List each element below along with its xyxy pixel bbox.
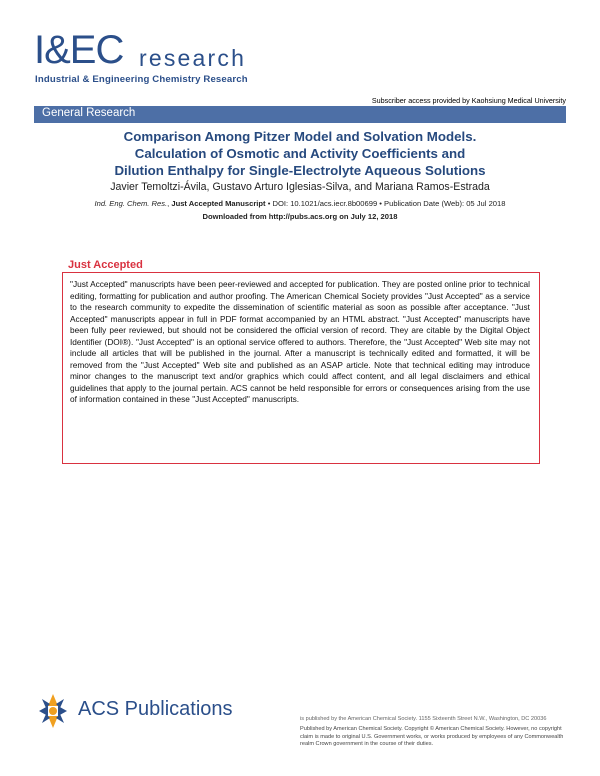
- journal-logo-mark: I&EC: [34, 28, 124, 72]
- copyright-notice: Published by American Chemical Society. Copyright © American Chemical Society. However, no copyright claim is made to original U.S. Government works, or works produced by employees of any Commonwealth realm Crown government in the course of their duties.: [300, 726, 564, 748]
- just-accepted-box: [62, 272, 540, 464]
- citation-status: Just Accepted Manuscript: [171, 199, 266, 208]
- journal-logo-word: research: [139, 45, 247, 71]
- journal-full-name: Industrial & Engineering Chemistry Research: [35, 74, 248, 85]
- journal-logo: [34, 30, 374, 92]
- title-line: Dilution Enthalpy for Single-Electrolyte Aqueous Solutions: [114, 163, 486, 178]
- subscriber-access-note: Subscriber access provided by Kaohsiung Medical University: [371, 96, 566, 105]
- citation-separator: ,: [167, 199, 172, 208]
- download-note: Downloaded from http://pubs.acs.org on July 12, 2018: [202, 212, 398, 221]
- author-list: Javier Temoltzi-Ávila, Gustavo Arturo Iglesias-Silva, and Mariana Ramos-Estrada: [110, 181, 490, 193]
- article-title: [34, 128, 566, 179]
- citation-line: [34, 199, 566, 208]
- publisher-footer: [300, 716, 572, 749]
- just-accepted-heading: Just Accepted: [68, 259, 143, 271]
- acs-publications-wordmark: ACS Publications: [78, 698, 233, 720]
- section-bar: [34, 106, 566, 123]
- citation-doi-date: • DOI: 10.1021/acs.iecr.8b00699 • Publication Date (Web): 05 Jul 2018: [265, 199, 506, 208]
- section-label: General Research: [42, 107, 136, 119]
- acs-emblem-icon: [36, 692, 70, 730]
- acs-publications-logo: [36, 690, 236, 736]
- title-line: Comparison Among Pitzer Model and Solvation Models.: [123, 129, 477, 144]
- just-accepted-text: "Just Accepted" manuscripts have been peer-reviewed and accepted for publication. They are posted online prior to technical editing, formatting for publication and author proofing. The American Chemical Society provides "Just Accepted" as a service to the research community to expedite the dissemination of scientific material as soon as possible after acceptance. "Just Accepted" manuscripts appear in full in PDF format accompanied by an HTML abstract. "Just Accepted" manuscripts have been fully peer reviewed, but should not be considered the official version of record. They are citable by the Digital Object Identifier (DOI®). "Just Accepted" is an optional service offered to authors. Therefore, the "Just Accepted" Web site may not include all articles that will be published in the journal. After a manuscript is technically edited and formatted, it will be removed from the "Just Accepted" Web site and published as an ASAP article. Note that technical editing may introduce minor changes to the manuscript text and/or graphics which could affect content, and all legal disclaimers and ethical guidelines that apply to the journal pertain. ACS cannot be held responsible for errors or consequences arising from the use of information contained in these "Just Accepted" manuscripts.: [70, 279, 530, 404]
- publisher-address: is published by the American Chemical Society. 1155 Sixteenth Street N.W., Washington, DC 20036: [300, 716, 547, 722]
- citation-journal: Ind. Eng. Chem. Res.: [94, 199, 168, 208]
- title-line: Calculation of Osmotic and Activity Coefficients and: [134, 146, 466, 161]
